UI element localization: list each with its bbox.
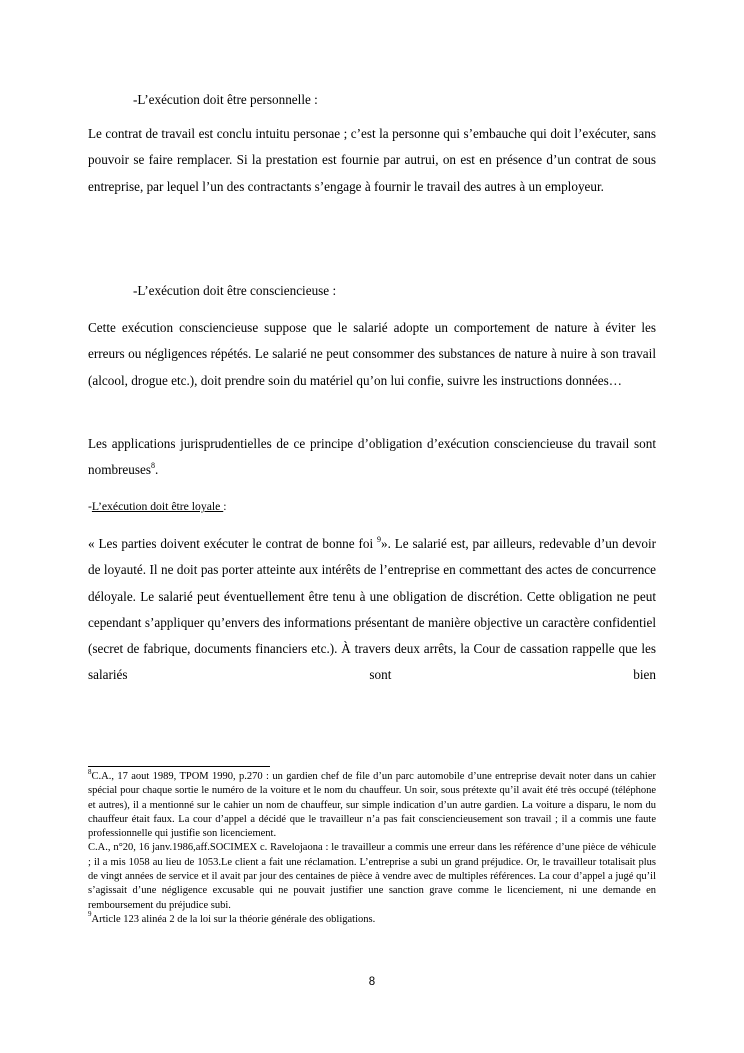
footnote-8 bbox=[88, 767, 656, 841]
footnote-8-part1: C.A., 17 aout 1989, TPOM 1990, p.270 : un gardien chef de file d’un parc automobile d’une entreprise devait noter dans un cahier spécial pour chaque sortie le numéro de la voiture et le nom du chauffeur. Un soir, sous prétexte qu’il avait été très occupé (téléphone et autres), il a mentionné sur le cahier un nom de chauffeur, sur simple indication d’un autre gardien. La voiture a disparu, le nom du chauffeur était faux. La cour d’appel a décidé que le travailleur n’a pas fait consciencieusement son travail ; il a commis une faute professionnelle qui justifie son licenciement. bbox=[88, 771, 656, 840]
heading-execution-consciencieuse: -L’exécution doit être consciencieuse : bbox=[133, 283, 337, 298]
heading-execution-loyale bbox=[88, 500, 227, 513]
paragraph-loyale-quote-start: « Les parties doivent exécuter le contrat de bonne foi bbox=[88, 536, 377, 551]
footnote-9-mark: 9 bbox=[88, 910, 92, 919]
heading-loyale-text: L’exécution doit être loyale bbox=[91, 500, 224, 513]
footnote-8-mark: 8 bbox=[88, 767, 92, 776]
heading-loyale-dash: - bbox=[88, 500, 92, 513]
footnote-ref-9[interactable]: 9 bbox=[376, 534, 381, 544]
paragraph-consciencieuse: Cette exécution consciencieuse suppose que le salarié adopte un comportement de nature à éviter les erreurs ou négligences répétés. Le salarié ne peut consommer des substances de nature à nuire à son travail (alcool, drogue etc.), doit prendre soin du matériel qu’on lui confie, suivre les instructions données… bbox=[88, 320, 656, 388]
footnote-9-text: Article 123 alinéa 2 de la loi sur la théorie générale des obligations. bbox=[91, 913, 376, 925]
paragraph-jurisprudence-block bbox=[88, 431, 656, 484]
footnote-separator bbox=[88, 766, 270, 767]
paragraph-personnelle-block bbox=[88, 121, 656, 200]
heading-loyale-colon: : bbox=[223, 500, 227, 513]
footnote-ref-8[interactable]: 8 bbox=[151, 460, 155, 470]
paragraph-consciencieuse-block bbox=[88, 315, 656, 394]
paragraph-loyale bbox=[88, 531, 656, 689]
paragraph-personnelle: Le contrat de travail est conclu intuitu personae ; c’est la personne qui s’embauche qui doit l’exécuter, sans pouvoir se faire remplacer. Si la prestation est fournie par autrui, on est en présence d’un contrat de sous entreprise, par lequel l’un des contractants s’engage à fournir le travail des autres à un employeur. bbox=[88, 126, 656, 194]
paragraph-loyale-rest: ». Le salarié est, par ailleurs, redevable d’un devoir de loyauté. Il ne doit pas porter atteinte aux intérêts de l’entreprise en commettant des actes de concurrence déloyale. Le salarié peut éventuellement être tenu à une obligation de discrétion. Cette obligation ne peut cependant s’appliquer qu’envers des informations présentant de manière objective un caractère confidentiel (secret de fabrique, documents financiers etc.). À travers deux arrêts, la Cour de cassation rappelle que les salariés sont bien bbox=[88, 536, 656, 683]
footnote-9 bbox=[88, 910, 656, 927]
paragraph-loyale-block bbox=[88, 531, 656, 689]
footnote-8-continued: C.A., n°20, 16 janv.1986,aff.SOCIMEX c. Ravelojaona : le travailleur a commis une erreur dans les référence d’une pièce de véhicule ; il a mis 1058 au lieu de 1053.Le client a fait une réclamation. L’entreprise a subi un grand préjudice. Or, le travailleur totalisait plus de vingt années de service et il avait par jour des centaines de pièce à vendre avec de multiples références. La cour d’appel a jugé qu’il s’agissait d’une négligence excusable qui ne pouvait justifier une sanction grave comme le licenciement, ni une demande en remboursement du préjudice subi. bbox=[88, 842, 656, 911]
paragraph-jurisprudence-text: Les applications jurisprudentielles de ce principe d’obligation d’exécution consciencieuse du travail sont nombreuses bbox=[88, 436, 656, 478]
page-number: 8 bbox=[368, 976, 376, 988]
heading-execution-personnelle: -L’exécution doit être personnelle : bbox=[133, 92, 318, 107]
paragraph-jurisprudence bbox=[88, 431, 656, 484]
paragraph-jurisprudence-end: . bbox=[155, 462, 159, 478]
footnotes-block bbox=[88, 767, 656, 927]
